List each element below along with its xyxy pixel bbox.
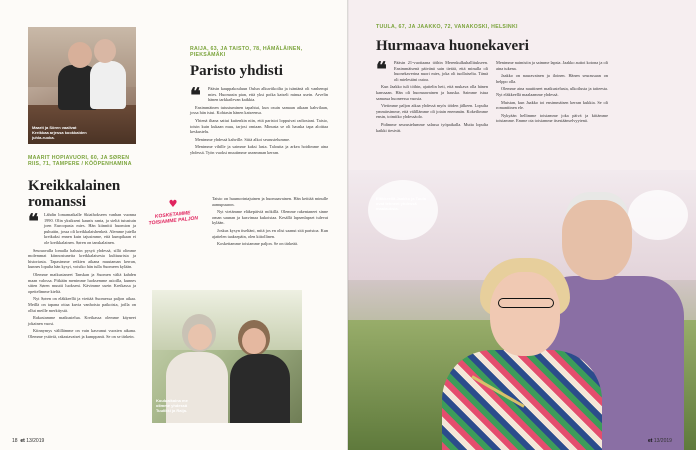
heart-icon: ♥ — [168, 199, 178, 210]
article-body: Pääsin 21-vuotiaana töihin Merenkulkuhallitukseen. Ensimmäisenä päivänä sain tietää, että minulla oli huonekaverina nuori mies, joka oli tuollaiselta. Tämä oli mielestäni outoa. Kun Jaakko tuli töihin, ajattelin heti, että mukava olla hänen kanssaan. Hän oli huomaavainen ja hauska. Saimme istua samassa huoneessa vuosia. Vietimme paljon aikaa yhdessä myös töiden jälkeen. Lopulta ymmärsimme, että välillämme oli jotain enemmän. Kokeilimme ensin, toimiiko yhdessäolo. Pidimme seurustelumme salassa työpaikalla. Mutta lopulta kaikki tiesivät. — [376, 60, 488, 133]
article-body-continued: Menimme naimisiin ja saimme lapsia. Jaakko auttoi kotona ja oli aina tukena. Jaakko on nauravainen ja iloinen. Hänen seurassaan on helppo olla. Olemme aina nauttineet matkustelusta, ulkoilusta ja taiteesta. Nyt eläkkeellä maalaamme yhdessä. Muistan, kun Jaakko toi ensimmäisen kerran kukkia. Se oli romanttinen ele. Nykyään hellimme toisiamme joka päivä ja kiitämme toisiamme. Emme ota toisiamme itsestäänselvyytenä. — [496, 60, 608, 124]
brand-mark: et — [648, 438, 653, 444]
article-byline: TUULA, 67, JA JAAKKO, 72, VANAKOSKI, HELSINKI — [376, 24, 518, 30]
issue-label: 13/2019 — [26, 438, 45, 444]
couple-kitchen-photo — [28, 27, 136, 144]
page-footer — [648, 438, 672, 444]
quote-mark-icon: ❝ — [190, 83, 201, 107]
article-title: Paristo yhdisti — [190, 63, 283, 79]
page-spine — [347, 0, 349, 450]
article-title: Kreikkalainen romanssi — [28, 178, 121, 210]
photo-caption: Maarit ja Sören vaalivat Kreikkaa arjessa kookkaiden juhla-ruoka. — [32, 125, 87, 140]
pull-quote-badge — [144, 200, 202, 260]
article-title: Hurmaava huonekaveri — [376, 38, 529, 54]
page-footer — [12, 438, 44, 444]
article-body: Lähdin lomamatkalle Skiathokseen vanhan vuonna 1990. Olin yksikseni kaunis ranta, ja sieltä tutustuin joen Euroopasta mies. Hän kiinnitti huomion ja puhuttin, jossa oli kreikkalaishenkeä. Alemme jutella kreikaksi ennen kuin tajusimme, että kumpikaan ei ole kreikkalainen. Søren on tanskalainen. Seuraavalla lomalla halusin pysyä yhdessä, sillä olimme molemmat kiinnostuneita kreikkalaisesta kulttuurista ja historiasta. Tapasimme retkien aikana muutaman kerran, kunnes lopulta hän kysyi, voisiko hän tulla Suomeen kylään. Olemme matkustaneet Tanskan ja Suomen väliä kahden maan valossa. Pitkään menimme luoksemme asioilla, kunnes sitten Søren muutti luokseni. Kävimme usein Kreikassa ja opettelimme kieltä. Nyt Søren on eläkkeellä ja viettää Suomessa paljon aikaa. Meillä on tapana ottaa kuvia vanhoista paikoista, joilla on ollut meille merkitystä. Rakastamme matkustelua. Kreikassa olemme käyneet jokainen vuosi. Kiinnymys välillämme on vain kasvanut vuosien aikana. Olemme ystäviä, rakastavaiset ja kumppanit. Se on se tärkein. — [28, 212, 136, 339]
photo-caption: Kouluaikaina me olimme yhdessä Tuulikki ja Raija. — [156, 398, 188, 413]
article-body: Pääsin kauppakouluun Oulun alkuviikoilta ja isäntänä oli vanhempi mies. Huomasin pian, että yksi poika katseli minua usein. Arvelin hänen tarkkailevan kaikkia. Ensimmäinen tutustuminen tapahtui, kun osuin samaan aikaan kahvilaan, jossa hän istui. Kohtasin hänen katseensa. Yhtenä iltana sattui kuitenkin niin, että paristot loppuivat radiostani. Taisto, toisin kuin kukaan muu, tarjosi omiaan. Minusta se oli hauska tapa aloittaa keskustelu. Menimme yhdessä kahville. Siitä alkoi seurustelumme. Menimme vihille ja saimme kaksi lasta. Taloutta ja arkea hoidimme aina yhdessä. Työn vuoksi muutimme useamman kerran. — [190, 86, 328, 155]
article-byline: MAARIT HOPIAVUORI, 60, JA SØREN RIIS, 71, TAMPERE / KÖÖPENHAMINA — [28, 155, 132, 168]
issue-label: 13/2019 — [653, 438, 672, 444]
couple-painting-photo — [348, 170, 696, 450]
article-body-continued: Taisto on huumorintajuinen ja huomaavainen. Hän keittää minulle aamupuuron. Nyt vietämme eläkepäiviä mökillä. Olemme rakentaneet sinne oman saunan ja kasvimaa kukoistaa. Kesällä lapsenlapset tulevat kylään. Joskus kysyn itseltäni, mitä jos en olisi saanut sitä paristoa. Kun ajattelen taaksepäin, olen kiitollinen. Koskettamme toisiamme paljon. Se on tärkeää. — [212, 196, 328, 247]
women-outdoor-photo — [152, 290, 302, 423]
quote-mark-icon: ❝ — [376, 57, 387, 81]
photo-caption: Eläkkeellä Jaakko ja Tuula ovat tehneet yhdessä maalauksia. — [376, 196, 426, 211]
quote-mark-icon: ❝ — [28, 209, 39, 233]
article-byline: RAIJA, 63, JA TAISTO, 78, HÄMÄLÄINEN, PIEKSÄMÄKI — [190, 46, 303, 59]
pull-quote-text: KOSKETAMME TOISIAMME PALJON — [148, 210, 199, 227]
page-number: 18 — [12, 438, 18, 444]
brand-mark: et — [20, 438, 25, 444]
